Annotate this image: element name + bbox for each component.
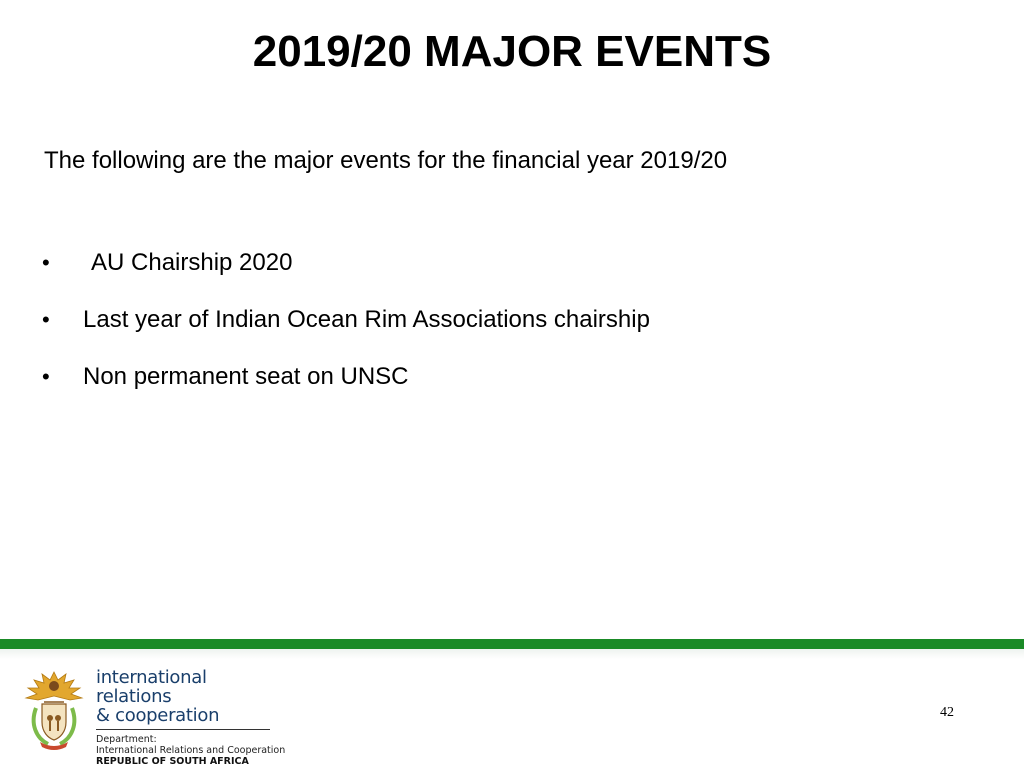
- department-logo: [22, 667, 286, 767]
- bullet-icon: •: [42, 307, 50, 332]
- page-number: 42: [940, 705, 954, 720]
- slide-title: 2019/20 MAJOR EVENTS: [252, 27, 772, 76]
- brand-line-2: & cooperation: [96, 705, 220, 726]
- bullet-text: AU Chairship 2020: [91, 249, 293, 276]
- department-label: Department:: [96, 734, 157, 745]
- logo-rule: [96, 729, 270, 730]
- bullet-text: Non permanent seat on UNSC: [83, 363, 409, 390]
- department-name: International Relations and Cooperation: [96, 745, 286, 756]
- brand-line-1: international relations: [96, 667, 207, 707]
- bullet-text: Last year of Indian Ocean Rim Associations chairship: [83, 306, 650, 333]
- coat-of-arms-icon: [22, 668, 86, 750]
- footer-fade: [0, 649, 1024, 659]
- bullet-icon: •: [42, 364, 50, 389]
- intro-text: The following are the major events for the financial year 2019/20: [44, 147, 728, 174]
- bullet-icon: •: [42, 250, 50, 275]
- footer-divider: [0, 639, 1024, 649]
- logo-text: [96, 668, 286, 768]
- country-name: REPUBLIC OF SOUTH AFRICA: [96, 756, 249, 767]
